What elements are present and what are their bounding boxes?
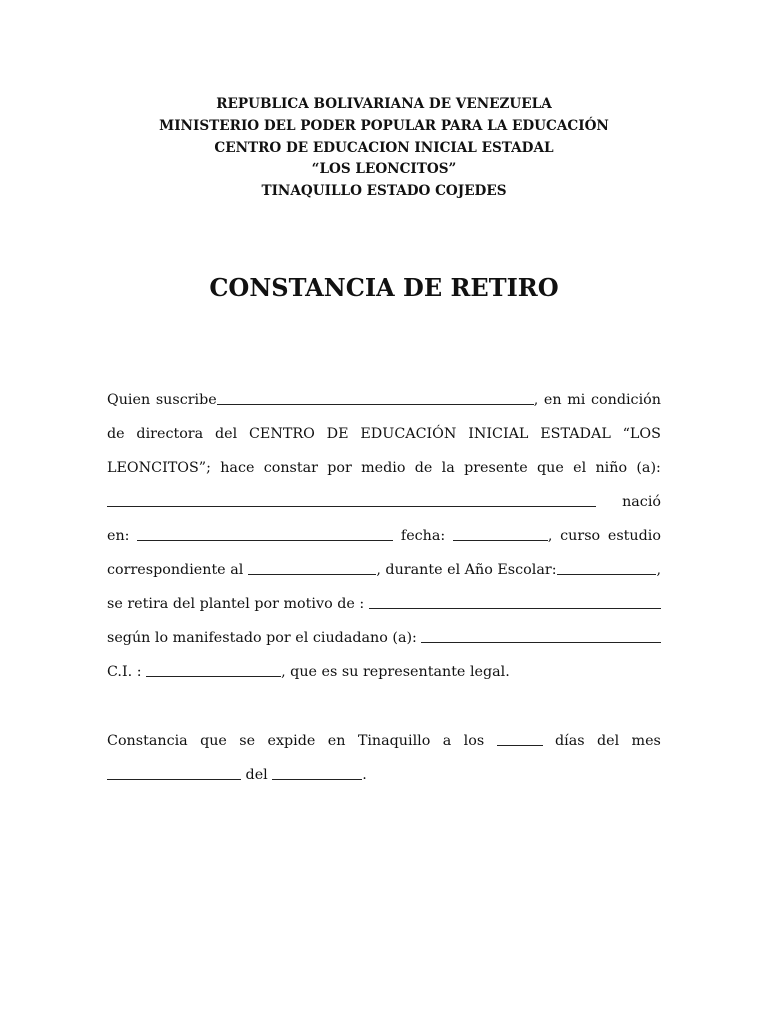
body-text: curso bbox=[560, 528, 601, 544]
body-text: de bbox=[107, 426, 125, 442]
body-text: , durante el Año Escolar: bbox=[376, 562, 557, 578]
body-text: según lo manifestado por el ciudadano (a): bbox=[107, 630, 422, 646]
body-text: estudio bbox=[607, 528, 661, 544]
signatory-name-blank bbox=[217, 403, 534, 405]
body-text: medio bbox=[361, 460, 406, 476]
header-line-ministry: MINISTERIO DEL PODER POPULAR PARA LA EDUCACIÓN bbox=[159, 117, 609, 134]
closing-text: los bbox=[463, 733, 485, 749]
closing-text: Constancia bbox=[107, 733, 188, 749]
closing-text: del bbox=[596, 733, 620, 749]
body-text: el bbox=[573, 460, 587, 476]
closing-text: que bbox=[200, 733, 227, 749]
body-text: , bbox=[656, 562, 661, 578]
closing-text: en bbox=[327, 733, 346, 749]
school-year-blank bbox=[557, 573, 657, 575]
body-line-2 bbox=[107, 423, 661, 445]
closing-text: se bbox=[239, 733, 256, 749]
body-line-7 bbox=[107, 593, 661, 615]
body-line-5 bbox=[107, 525, 661, 547]
body-text: DE bbox=[326, 426, 349, 442]
body-text: correspondiente al bbox=[107, 562, 248, 578]
body-text: de bbox=[414, 460, 433, 476]
guardian-name-blank bbox=[421, 641, 661, 643]
header-line-school-name: “LOS LEONCITOS” bbox=[311, 161, 457, 178]
body-text: presente bbox=[464, 460, 528, 476]
body-text-with-blank: , bbox=[453, 525, 553, 547]
withdrawal-reason-blank bbox=[369, 607, 661, 609]
body-line-1 bbox=[107, 389, 661, 411]
closing-text: a bbox=[442, 733, 452, 749]
body-text: Quien bbox=[107, 392, 151, 408]
body-text: constar bbox=[263, 460, 318, 476]
day-blank bbox=[497, 744, 543, 746]
body-text: EDUCACIÓN bbox=[360, 426, 457, 442]
closing-text: Tinaquillo bbox=[357, 733, 431, 749]
body-line-9 bbox=[107, 661, 661, 683]
body-text: por bbox=[327, 460, 352, 476]
body-text: fecha: bbox=[400, 528, 446, 544]
body-line-6 bbox=[107, 559, 661, 581]
closing-line-1 bbox=[107, 730, 661, 752]
body-text: que bbox=[537, 460, 564, 476]
body-text: LEONCITOS”; bbox=[107, 460, 211, 476]
header-line-location: TINAQUILLO ESTADO COJEDES bbox=[261, 183, 507, 200]
month-blank bbox=[107, 778, 241, 780]
closing-text: días bbox=[554, 733, 585, 749]
closing-text: . bbox=[362, 767, 367, 783]
child-name-blank bbox=[107, 505, 596, 507]
closing-text: del bbox=[241, 767, 273, 783]
header-line-center: CENTRO DE EDUCACION INICIAL ESTADAL bbox=[214, 139, 554, 156]
body-text-with-blank: suscribe , bbox=[155, 392, 539, 408]
body-text: (a): bbox=[636, 460, 661, 476]
id-number-blank bbox=[146, 675, 281, 677]
body-line-4 bbox=[107, 491, 661, 513]
document-header bbox=[0, 94, 768, 203]
body-text: en: bbox=[107, 528, 130, 544]
body-text: mi bbox=[567, 392, 586, 408]
body-text: en bbox=[543, 392, 562, 408]
body-text: nació bbox=[622, 494, 661, 510]
body-text: , que es su representante legal. bbox=[281, 664, 510, 680]
closing-line-2 bbox=[107, 764, 661, 786]
body-text: la bbox=[441, 460, 455, 476]
grade-blank bbox=[248, 573, 377, 575]
body-text: ESTADAL bbox=[540, 426, 611, 442]
document-title: CONSTANCIA DE RETIRO bbox=[209, 273, 559, 302]
body-text: condición bbox=[591, 392, 661, 408]
body-text: CENTRO bbox=[248, 426, 315, 442]
body-text: INICIAL bbox=[468, 426, 529, 442]
body-line-3 bbox=[107, 457, 661, 479]
closing-text: mes bbox=[631, 733, 661, 749]
body-text: se retira del plantel por motivo de : bbox=[107, 596, 369, 612]
header-line-country: REPUBLICA BOLIVARIANA DE VENEZUELA bbox=[216, 96, 552, 112]
body-text: directora bbox=[136, 426, 204, 442]
body-text: niño bbox=[595, 460, 628, 476]
body-line-8 bbox=[107, 627, 661, 649]
body-text: hace bbox=[220, 460, 255, 476]
closing-text: expide bbox=[267, 733, 316, 749]
birth-date-blank bbox=[453, 539, 548, 541]
body-text: del bbox=[214, 426, 238, 442]
birthplace-blank bbox=[137, 539, 393, 541]
body-text: C.I. : bbox=[107, 664, 147, 680]
year-blank bbox=[272, 778, 362, 780]
body-text: “LOS bbox=[622, 426, 661, 442]
